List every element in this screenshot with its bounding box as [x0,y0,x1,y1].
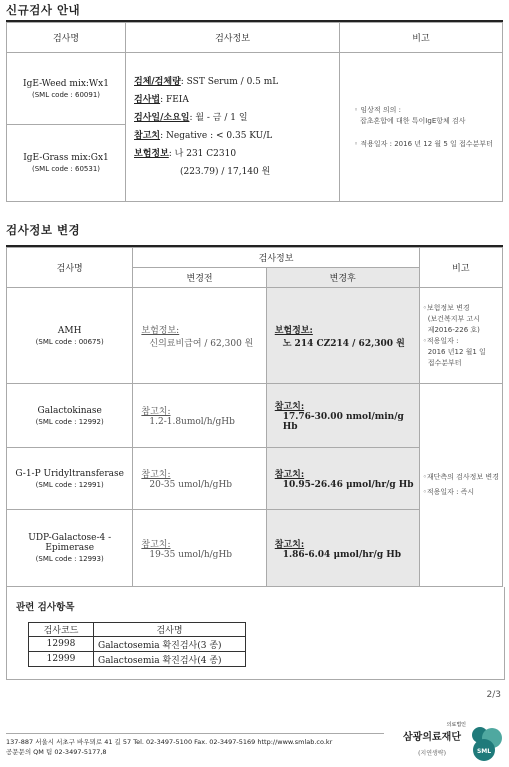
info-value-insurance: : 나 231 C2310 [168,149,237,159]
test-code: (SML code : 60091) [31,90,101,99]
after-value: 17.76-30.00 nmol/min/g Hb [282,412,404,432]
header-test-name: 검사명 [7,23,126,53]
after-value: 10.95-26.46 μmol/hr/g Hb [282,480,414,490]
org-small-label: 의료법인 [446,722,466,728]
after-cell [266,384,419,448]
header-test-info: 검사정보 [126,23,340,53]
change-row-g1p [7,448,133,510]
test-code: (SML code : 12992) [35,417,104,426]
sml-logo-icon [470,726,502,762]
info-value-reference: : Negative : < 0.35 KU/L [160,131,273,141]
before-label: 참고치: [141,539,171,550]
test-name: G-1-P Uridyltransferase [15,468,124,479]
info-label-insurance: 보험정보 [134,149,169,159]
info-label-schedule: 검사일/소요일 [134,113,190,123]
logo-text: SML [476,748,492,755]
before-value: 19-35 umol/h/gHb [149,549,233,560]
before-value: 1.2-1.8umol/h/gHb [149,417,235,427]
remark-line: ◦ 적용일자 : 2016 년 12 월 5 일 접수분부터 [354,139,493,148]
before-value: 신의료비급여 / 62,300 원 [149,338,254,349]
remark-line: ◦재단측의 검사정보 변경 [422,473,499,481]
info-value-specimen: : SST Serum / 0.5 mL [180,77,279,87]
remark-cell-amh [419,288,502,384]
test-cell-weed [7,53,126,125]
test-code: (SML code : 00675) [35,337,104,346]
related-tests-box [6,587,505,680]
section1-title: 신규검사 안내 [6,3,81,17]
after-label: 보험정보: [274,325,313,336]
info-label-specimen: 검체/검체량 [134,77,181,87]
change-row-amh [7,288,133,384]
after-label: 참고치: [274,539,305,550]
after-cell [266,288,419,384]
test-code: (SML code : 60531) [31,165,101,173]
before-label: 참고치: [141,470,171,480]
test-name: AMH [57,325,82,336]
before-cell [133,448,266,510]
after-cell [266,510,419,587]
test-code: (SML code : 12993) [35,555,104,563]
change-row-galactokinase [7,384,133,448]
org-block [398,721,466,757]
header-remark: 비고 [419,248,502,288]
after-label: 참고치: [274,470,305,480]
related-name: Galactosemia 확진검사(4 종) [94,652,246,667]
related-title: 관련 검사항목 [16,602,75,613]
remark-line: 잡초혼합에 대한 특이IgE항체 검사 [360,116,466,125]
related-name: Galactosemia 확진검사(3 종) [94,637,246,652]
before-cell [133,384,266,448]
remark-cell-galactose [419,384,502,587]
related-code: 12998 [29,637,94,652]
info-value-insurance-cont: (223.79) / 17,140 원 [180,167,271,177]
remark-line: ◦적용일자 : 즉시 [422,488,475,496]
header-remark: 비고 [340,23,503,53]
info-value-method: : FEIA [160,95,189,105]
change-row-udp [7,510,133,587]
test-cell-grass [7,125,126,202]
test-name: UDP-Galactose-4 -Epimerase [28,533,112,553]
before-label: 참고치: [141,407,171,417]
remark-line: ◦보험정보 변경 [422,303,470,312]
header-before: 변경전 [133,268,266,288]
new-test-table [6,22,503,202]
info-label-method: 검사법 [134,95,161,105]
test-info-cell [126,53,340,202]
section2-title: 검사정보 변경 [6,223,81,237]
test-name: IgE-Grass mix:Gx1 [23,153,109,163]
remark-line: 제2016-226 호) [427,325,480,334]
org-name: 삼광의료재단 [403,732,461,743]
before-label: 보험정보: [141,325,180,336]
test-name: IgE-Weed mix:Wx1 [23,78,109,89]
header-test-info: 검사정보 [133,248,419,268]
before-value: 20-35 umol/h/gHb [149,480,233,490]
info-value-schedule: : 월 - 금 / 1 일 [189,113,248,123]
related-code: 12999 [29,652,94,667]
remark-line: ◦적용일자 : [422,336,459,345]
related-header-name: 검사명 [94,623,246,637]
remark-line: 2016 년12 월1 일 [427,347,486,356]
footer-rule [6,733,384,734]
remark-line: ◦ 임상적 의의 : [354,105,401,114]
footer-address: 137-887 서울시 서초구 바우뫼로 41 길 57 Tel. 02-3497-5100 Fax. 02-3497-5169 http://www.smlab.co.kr [6,738,333,746]
footer-contact: 공문문의 QM 팀 02-3497-5177,8 [6,748,107,756]
before-cell [133,288,266,384]
header-after: 변경후 [266,268,419,288]
test-name: Galactokinase [37,405,102,416]
info-label-reference: 참고치 [134,131,161,141]
sml-logo [470,726,502,762]
related-header-code: 검사코드 [29,623,94,637]
page-number: 2/3 [486,690,501,700]
after-label: 참고치: [274,402,305,412]
remark-line: 접수분부터 [427,358,462,367]
after-cell [266,448,419,510]
after-value: 1.86-6.04 μmol/hr/g Hb [282,549,402,560]
related-table [28,622,246,667]
after-value: 노 214 CZ214 / 62,300 원 [282,338,405,349]
header-test-name: 검사명 [7,248,133,288]
remark-cell [340,53,503,202]
test-code: (SML code : 12991) [35,480,104,489]
change-table [6,247,503,587]
before-cell [133,510,266,587]
remark-line: (보건복지부 고시 [427,314,480,323]
org-sub: (지연생략) [418,750,446,757]
